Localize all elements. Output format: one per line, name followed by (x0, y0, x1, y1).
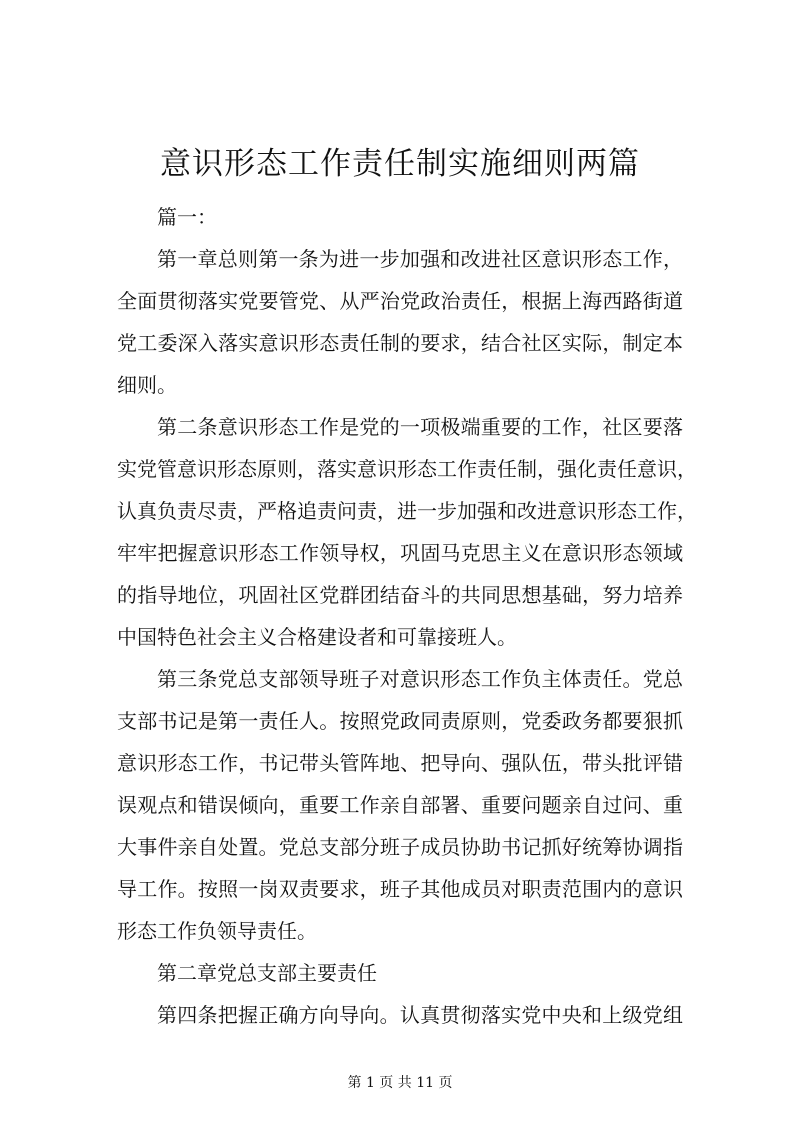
paragraph-line: 牢牢把握意识形态工作领导权，巩固马克思主义在意识形态领域 (117, 541, 683, 565)
paragraph-line: 导工作。按照一岗双责要求，班子其他成员对职责范围内的意识 (117, 877, 683, 901)
paragraph-line: 第一章总则第一条为进一步加强和改进社区意识形态工作， (157, 247, 683, 271)
paragraph-line: 的指导地位，巩固社区党群团结奋斗的共同思想基础，努力培养 (117, 583, 683, 607)
paragraph-line: 党工委深入落实意识形态责任制的要求，结合社区实际，制定本 (117, 331, 683, 355)
paragraph-line: 形态工作负领导责任。 (117, 919, 317, 943)
document-title: 意识形态工作责任制实施细则两篇 (160, 146, 640, 182)
paragraph-line: 第四条把握正确方向导向。认真贯彻落实党中央和上级党组 (157, 1003, 683, 1027)
paragraph-line: 第三条党总支部领导班子对意识形态工作负主体责任。党总 (157, 667, 683, 691)
page-number: 第 1 页 共 11 页 (347, 1075, 453, 1091)
paragraph-line: 细则。 (117, 373, 177, 397)
paragraph-line: 全面贯彻落实党要管党、从严治党政治责任，根据上海西路街道 (117, 289, 683, 313)
document-body (117, 196, 697, 1036)
paragraph-line: 认真负责尽责，严格追责问责，进一步加强和改进意识形态工作， (117, 499, 697, 523)
paragraph-line: 意识形态工作，书记带头管阵地、把导向、强队伍，带头批评错 (117, 751, 683, 775)
chapter-heading: 第二章党总支部主要责任 (157, 961, 377, 985)
paragraph-line: 第二条意识形态工作是党的一项极端重要的工作，社区要落 (157, 415, 683, 439)
paragraph-line: 误观点和错误倾向，重要工作亲自部署、重要问题亲自过问、重 (117, 793, 683, 817)
section-label: 篇一： (157, 205, 217, 229)
paragraph-line: 大事件亲自处置。党总支部分班子成员协助书记抓好统筹协调指 (117, 835, 683, 859)
paragraph-line: 中国特色社会主义合格建设者和可靠接班人。 (117, 625, 517, 649)
paragraph-line: 支部书记是第一责任人。按照党政同责原则，党委政务都要狠抓 (117, 709, 683, 733)
paragraph-line: 实党管意识形态原则，落实意识形态工作责任制，强化责任意识， (117, 457, 697, 481)
